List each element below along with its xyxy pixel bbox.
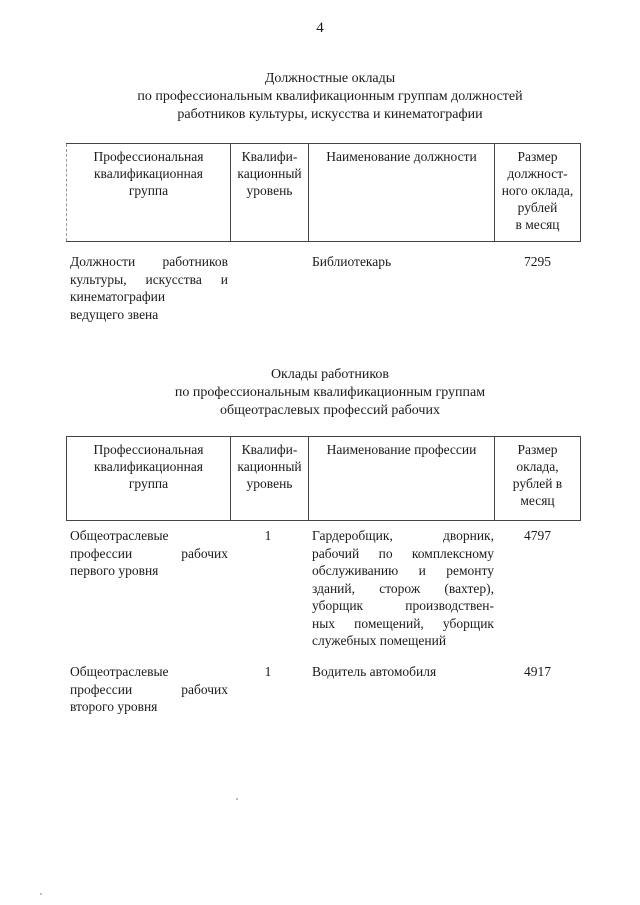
header-name: Наименование должности bbox=[309, 144, 495, 242]
header-level: Квалифи- кационный уровень bbox=[231, 144, 309, 242]
section1-title bbox=[60, 70, 600, 124]
section1-title-line: Должностные оклады bbox=[264, 71, 396, 86]
row-level: 1 bbox=[264, 528, 272, 543]
section2-title-line: по профессиональным квалификационным группам bbox=[174, 385, 486, 400]
scan-speck bbox=[40, 893, 42, 895]
header-level: Квалифи- кационный уровень bbox=[231, 437, 309, 521]
section2-header-table bbox=[66, 436, 581, 521]
header-salary: Размер оклада, рублей в месяц bbox=[495, 437, 581, 521]
row-name: Гардеробщик, дворник, рабочий по комплексному обслуживанию и ремонту зданий, сторож (вахтер), уборщик производствен- ных помещений, уборщик служебных помещений bbox=[312, 528, 494, 648]
row-group: Общеотраслевые профессии рабочих второго уровня bbox=[70, 664, 228, 714]
row-level: 1 bbox=[264, 664, 272, 679]
section2-title-line: общеотраслевых профессий рабочих bbox=[220, 403, 440, 418]
row-name: Водитель автомобиля bbox=[312, 664, 437, 679]
row-group: Должности работников культуры, искусства и кинематографии ведущего звена bbox=[70, 254, 228, 322]
header-group: Профессиональная квалификационная группа bbox=[67, 437, 231, 521]
row-salary: 4797 bbox=[524, 528, 551, 543]
scan-speck bbox=[236, 798, 238, 800]
header-salary: Размер должност- ного оклада, рублей в месяц bbox=[495, 144, 581, 242]
row-salary: 4917 bbox=[524, 664, 551, 679]
row-group: Общеотраслевые профессии рабочих первого уровня bbox=[70, 528, 228, 578]
row-salary: 7295 bbox=[524, 254, 551, 269]
section2-title-line: Оклады работников bbox=[270, 367, 390, 382]
section1-header-table bbox=[66, 143, 581, 242]
header-group: Профессиональная квалификационная группа bbox=[67, 144, 231, 242]
section2-title bbox=[60, 366, 600, 420]
section1-title-line: работников культуры, искусства и кинематографии bbox=[177, 107, 483, 122]
header-name: Наименование профессии bbox=[309, 437, 495, 521]
row-name: Библиотекарь bbox=[312, 254, 392, 269]
page-number: 4 bbox=[316, 20, 324, 36]
section1-title-line: по профессиональным квалификационным группам должностей bbox=[137, 89, 523, 104]
